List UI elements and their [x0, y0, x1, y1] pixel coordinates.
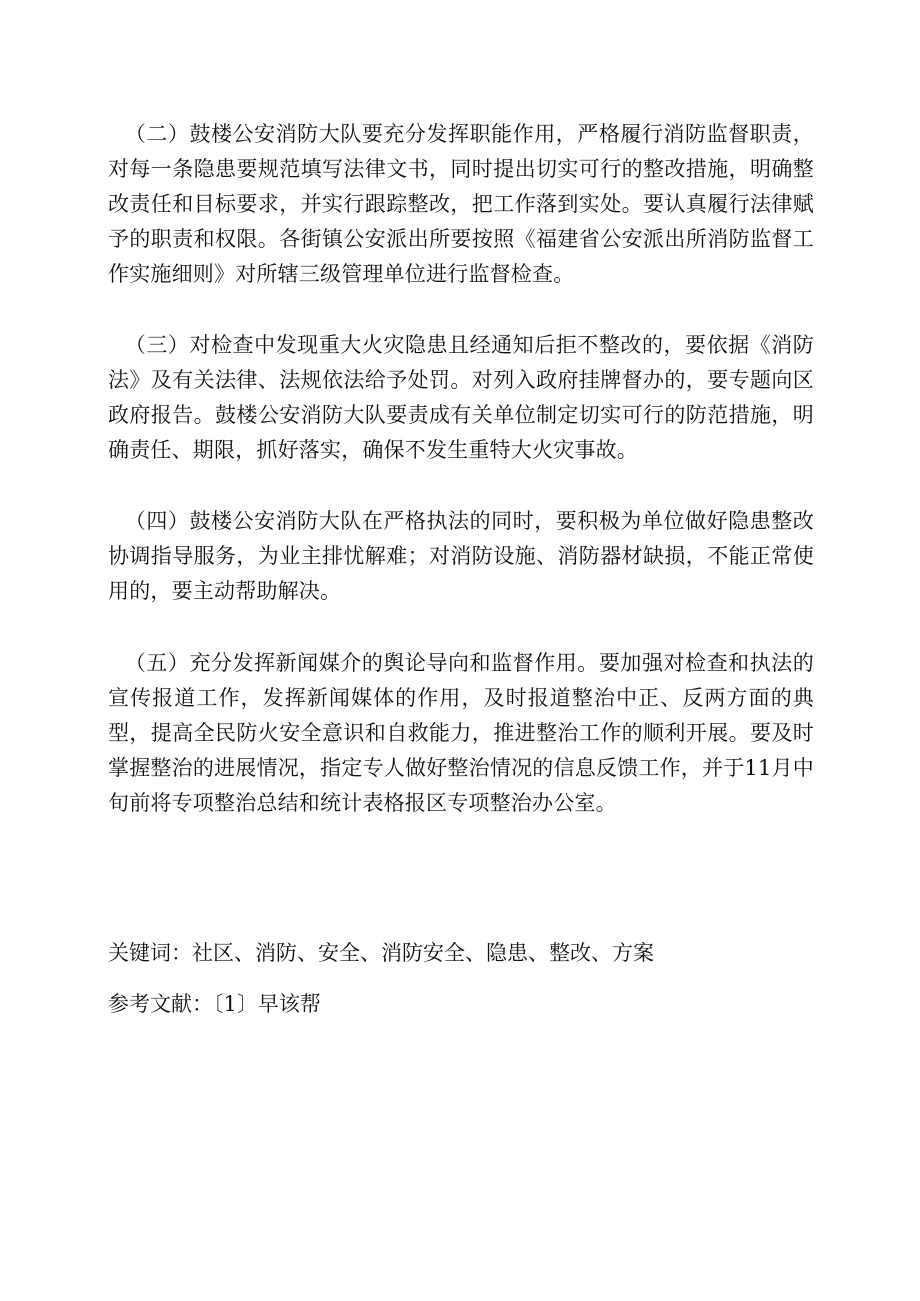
paragraph-section-2: （二）鼓楼公安消防大队要充分发挥职能作用，严格履行消防监督职责，对每一条隐患要规范填写法律文书，同时提出切实可行的整改措施，明确整改责任和目标要求，并实行跟踪整改，把工作落到实处。要认真履行法律赋予的职责和权限。各街镇公安派出所要按照《福建省公安派出所消防监督工作实施细则》对所辖三级管理单位进行监督检查。 — [108, 122, 814, 286]
paragraph-section-5: （五）充分发挥新闻媒介的舆论导向和监督作用。要加强对检查和执法的宣传报道工作，发挥新闻媒体的作用，及时报道整治中正、反两方面的典型，提高全民防火安全意识和自救能力，推进整治工作的顺利开展。要及时掌握整治的进展情况，指定专人做好整治情况的信息反馈工作，并于11月中旬前将专项整治总结和统计表格报区专项整治办公室。 — [108, 651, 814, 815]
paragraph-section-4: （四）鼓楼公安消防大队在严格执法的同时，要积极为单位做好隐患整改协调指导服务，为业主排忧解难；对消防设施、消防器材缺损，不能正常使用的，要主动帮助解决。 — [108, 509, 814, 603]
paragraph-section-3: （三）对检查中发现重大火灾隐患且经通知后拒不整改的，要依据《消防法》及有关法律、法规依法给予处罚。对列入政府挂牌督办的，要专题向区政府报告。鼓楼公安消防大队要责成有关单位制定切实可行的防范措施，明确责任、期限，抓好落实，确保不发生重特大火灾事故。 — [108, 333, 814, 462]
keywords-line: 关键词：社区、消防、安全、消防安全、隐患、整改、方案 — [108, 941, 654, 965]
references-line: 参考文献：〔1〕早该帮 — [108, 992, 321, 1016]
